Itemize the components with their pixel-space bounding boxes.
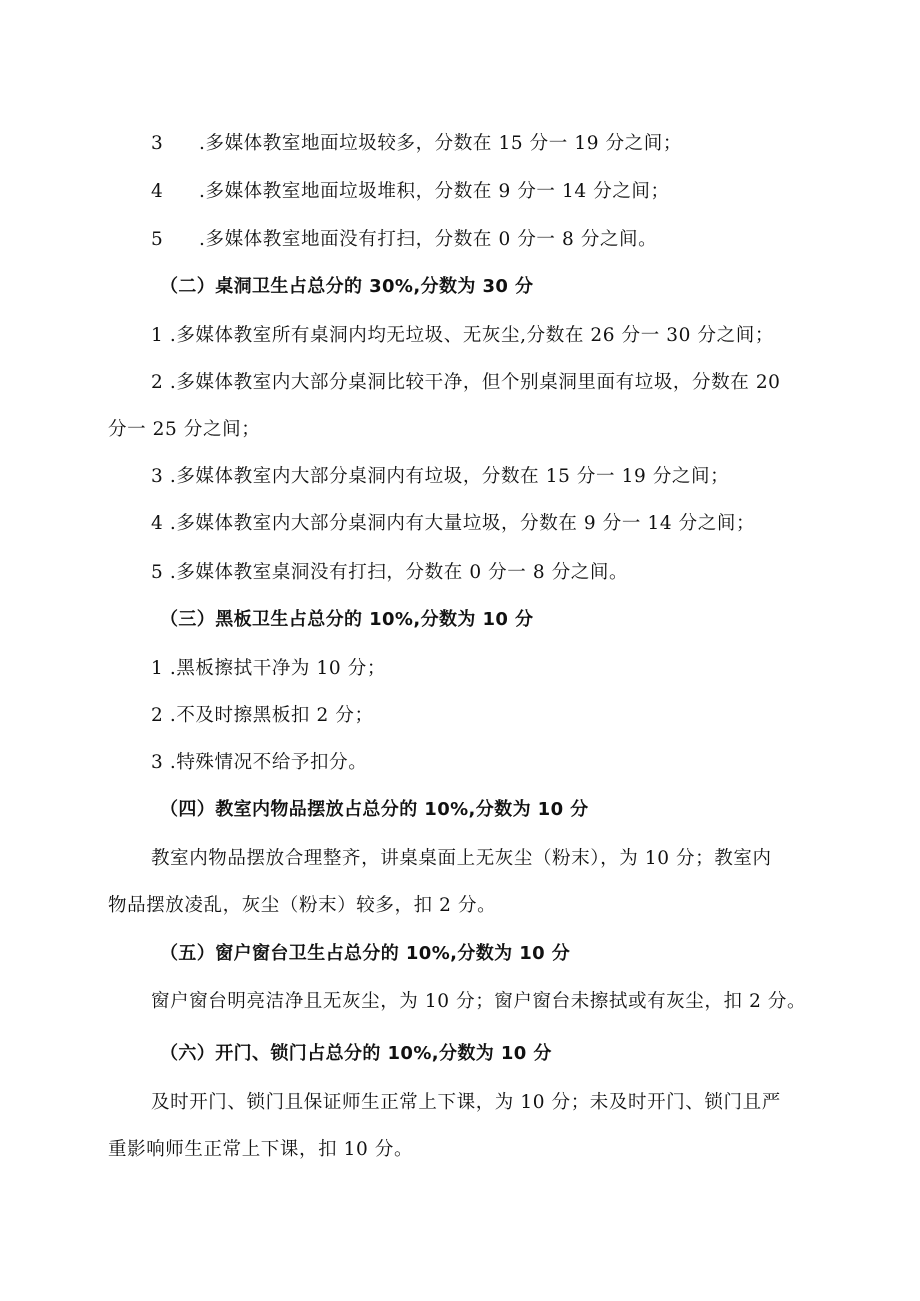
- section-heading-window: （五）窗户窗台卫生占总分的 10%,分数为 10 分: [160, 943, 571, 964]
- desk-item-4: 4 .多媒体教室内大部分桌洞内有大量垃圾，分数在 9 分一 14 分之间；: [151, 513, 756, 534]
- item-number: 5: [151, 229, 164, 250]
- blackboard-item-2: 2 .不及时擦黑板扣 2 分；: [151, 705, 374, 726]
- desk-item-2-line-1: 2 .多媒体教室内大部分桌洞比较干净，但个别桌洞里面有垃圾，分数在 20: [151, 372, 781, 393]
- item-text: .多媒体教室地面垃圾较多，分数在 15 分一 19 分之间；: [199, 133, 682, 154]
- section-heading-items: （四）教室内物品摆放占总分的 10%,分数为 10 分: [160, 799, 589, 820]
- ground-item-5: [151, 228, 657, 252]
- door-paragraph-line-2: 重影响师生正常上下课，扣 10 分。: [108, 1139, 414, 1160]
- item-text: .多媒体教室地面垃圾堆积，分数在 9 分一 14 分之间；: [199, 181, 670, 202]
- item-number: 4: [151, 181, 164, 202]
- desk-item-1: 1 .多媒体教室所有桌洞内均无垃圾、无灰尘,分数在 26 分一 30 分之间；: [151, 325, 774, 346]
- section-heading-door: （六）开门、锁门占总分的 10%,分数为 10 分: [160, 1043, 552, 1064]
- desk-item-2-line-2: 分一 25 分之间；: [108, 419, 261, 440]
- desk-item-3: 3 .多媒体教室内大部分桌洞内有垃圾，分数在 15 分一 19 分之间；: [151, 466, 730, 487]
- items-paragraph-line-2: 物品摆放凌乱，灰尘（粉末）较多，扣 2 分。: [108, 895, 497, 916]
- ground-item-3: [151, 132, 682, 156]
- item-text: .多媒体教室地面没有打扫，分数在 0 分一 8 分之间。: [199, 229, 658, 250]
- blackboard-item-3: 3 .特殊情况不给予扣分。: [151, 752, 368, 773]
- window-paragraph-line-1: 窗户窗台明亮洁净且无灰尘，为 10 分；窗户窗台未擦拭或有灰尘，扣 2 分。: [151, 991, 807, 1012]
- door-paragraph-line-1: 及时开门、锁门且保证师生正常上下课，为 10 分；未及时开门、锁门且严: [151, 1092, 781, 1113]
- ground-item-4: [151, 180, 670, 204]
- item-number: 3: [151, 133, 164, 154]
- section-heading-desk: （二）桌洞卫生占总分的 30%,分数为 30 分: [160, 276, 534, 297]
- blackboard-item-1: 1 .黑板擦拭干净为 10 分；: [151, 658, 386, 679]
- desk-item-5: 5 .多媒体教室桌洞没有打扫，分数在 0 分一 8 分之间。: [151, 562, 629, 583]
- section-heading-blackboard: （三）黑板卫生占总分的 10%,分数为 10 分: [160, 609, 534, 630]
- items-paragraph-line-1: 教室内物品摆放合理整齐，讲桌桌面上无灰尘（粉末），为 10 分；教室内: [151, 848, 772, 869]
